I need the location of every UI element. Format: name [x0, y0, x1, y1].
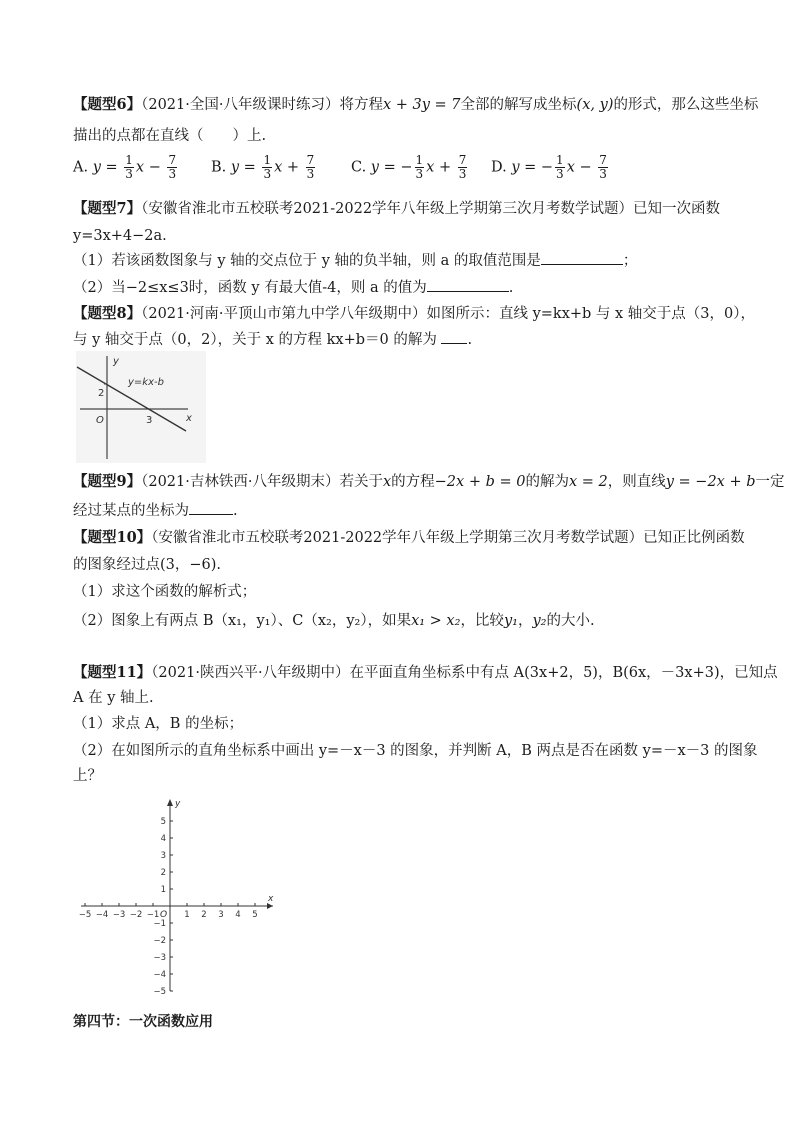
- answer-blank[interactable]: [441, 329, 467, 344]
- q6-option-d[interactable]: [491, 154, 610, 181]
- q9-text-d: ，则直线: [607, 474, 666, 490]
- q7-line1: [73, 198, 720, 220]
- option-frac-2: [458, 154, 468, 181]
- option-label: B.: [211, 159, 227, 176]
- q7-text: （安徽省淮北市五校联考2021-2022学年八年级上学期第三次月考数学试题）已知一次函数: [141, 201, 721, 217]
- q8-tag: 【题型8】: [73, 305, 142, 322]
- frac-num: 1: [415, 153, 424, 167]
- q9-eq1: −2x + b = 0: [434, 474, 526, 490]
- q8-line2: [73, 329, 472, 351]
- q7-sub2-text: （2）当−2≤x≤3时，函数 y 有最大值-4，则 a 的值为: [73, 280, 427, 296]
- q11-tag: 【题型11】: [73, 664, 152, 681]
- q10-tag: 【题型10】: [73, 529, 152, 546]
- y-tick-label: −1: [153, 919, 166, 929]
- q10-line1: [73, 527, 745, 549]
- frac-den: 3: [556, 167, 564, 181]
- option-prefix: y =: [511, 159, 541, 176]
- q10-sub2-y1: y₁: [503, 613, 518, 629]
- q11-coordinate-grid: [75, 795, 285, 995]
- frac-num: 7: [306, 153, 315, 167]
- frac-den: 3: [306, 167, 315, 181]
- x-tick-label: 5: [252, 910, 258, 920]
- q8-line1: [73, 303, 755, 325]
- q9-line2-end: .: [233, 503, 238, 519]
- option-prefix: y =: [92, 159, 123, 176]
- option-frac-2: [306, 154, 316, 181]
- q6-line1: [73, 94, 758, 116]
- y-tick-label: −5: [153, 987, 166, 995]
- y-tick-label: −2: [153, 936, 166, 946]
- frac-num: 7: [168, 153, 177, 167]
- option-frac-2: [598, 154, 608, 181]
- option-frac-1: [555, 154, 565, 181]
- q9-eq3: y = −2x + b: [665, 474, 756, 490]
- x-tick-label: 3: [218, 910, 224, 920]
- q11-sub2-line2: 上？: [73, 768, 102, 784]
- q10-sub2-cond: x₁ > x₂: [411, 613, 461, 629]
- q8-figure: [76, 351, 206, 463]
- q7-tag: 【题型7】: [73, 200, 142, 217]
- option-label: D.: [491, 159, 507, 176]
- frac-den: 3: [415, 167, 424, 181]
- q7-line2: y=3x+4−2a.: [73, 228, 167, 244]
- x-intercept-label: 3: [146, 415, 153, 426]
- x-axis-label: x: [186, 413, 192, 424]
- y-tick-label: 3: [160, 851, 166, 861]
- q6-option-b[interactable]: [211, 154, 317, 181]
- option-frac-2: [167, 154, 177, 181]
- q6-option-c[interactable]: [351, 154, 469, 181]
- option-sign: −: [540, 159, 554, 176]
- option-mid: x −: [566, 159, 597, 176]
- x-tick-label: 4: [235, 910, 241, 920]
- q6-text-c: 的形式，那么这些坐标: [613, 97, 759, 113]
- line-label: y=kx-b: [128, 377, 164, 388]
- frac-num: 7: [458, 153, 467, 167]
- q11-line2: A 在 y 轴上.: [73, 690, 154, 706]
- x-tick-label: −1: [146, 910, 160, 920]
- q9-text-b: 的方程: [391, 474, 435, 490]
- y-axis-arrow: [167, 799, 173, 806]
- q10-sub2-text-b: ，比较: [460, 613, 504, 629]
- q7-sub1: [73, 250, 637, 272]
- q9-var-x: x: [382, 474, 392, 490]
- option-sign: −: [400, 159, 413, 176]
- option-label: C.: [351, 159, 367, 176]
- answer-blank[interactable]: [427, 277, 509, 292]
- x-tick-label: −2: [129, 910, 143, 920]
- q6-text-a: （2021·全国·八年级课时练习）将方程: [141, 97, 383, 113]
- q10-sub1: （1）求这个函数的解析式；: [73, 584, 257, 600]
- y-intercept-label: 2: [98, 388, 105, 399]
- q10-sub2-text-c: 的大小.: [546, 613, 595, 629]
- x-axis-label: x: [268, 894, 274, 904]
- q10-line2: 的图象经过点(3，−6).: [73, 557, 222, 573]
- x-tick-label: −4: [95, 910, 109, 920]
- q11-text: （2021·陕西兴平·八年级期中）在平面直角坐标系中有点 A(3x+2，5)，B(6x，－3x+3)，已知点: [151, 665, 778, 681]
- q9-text-e: 一定: [755, 474, 785, 490]
- q7-sub1-end: ；: [622, 253, 638, 269]
- q6-text-b: 全部的解写成坐标: [460, 97, 577, 113]
- x-tick-label: −3: [112, 910, 126, 920]
- q6-options: [73, 154, 633, 188]
- section-title: 第四节：一次函数应用: [73, 1014, 213, 1030]
- q6-line2: 描出的点都在直线（ ）上.: [73, 128, 267, 144]
- origin-label: O: [96, 415, 104, 426]
- y-axis-label: y: [175, 799, 181, 809]
- answer-blank[interactable]: [541, 250, 623, 265]
- option-frac-1: [415, 154, 425, 181]
- option-prefix: y =: [230, 159, 261, 176]
- frac-num: 1: [125, 153, 133, 167]
- q7-sub2-end: .: [508, 280, 514, 296]
- y-tick-label: 4: [160, 834, 166, 844]
- x-tick-label: 2: [201, 910, 207, 920]
- option-frac-1: [124, 154, 134, 181]
- y-axis-label: y: [113, 356, 119, 367]
- q7-sub2: [73, 277, 513, 299]
- q9-text-c: 的解为: [525, 474, 569, 490]
- frac-den: 3: [458, 167, 467, 181]
- figure-background: [76, 351, 206, 463]
- q9-eq2: x = 2: [568, 474, 608, 490]
- frac-den: 3: [168, 167, 177, 181]
- q8-line2-end: .: [467, 332, 473, 348]
- q10-sub2-text-a: （2）图象上有两点 B（x₁，y₁）、C（x₂，y₂），如果: [73, 613, 412, 629]
- q6-option-a[interactable]: [73, 154, 179, 181]
- q9-line2: [73, 500, 238, 522]
- frac-den: 3: [125, 167, 133, 181]
- q10-sub2: [73, 610, 595, 632]
- y-tick-label: 1: [160, 885, 166, 895]
- q8-text: （2021·河南·平顶山市第九中学八年级期中）如图所示：直线 y=kx+b 与 x 轴交于点（3，0），: [141, 306, 756, 322]
- y-tick-label: −4: [153, 970, 166, 980]
- q11-sub1: （1）求点 A，B 的坐标；: [73, 716, 244, 732]
- q10-sub2-y2: y₂: [532, 613, 547, 629]
- q9-line2-text: 经过某点的坐标为: [73, 503, 189, 519]
- q11-line1: [73, 662, 778, 684]
- q11-sub2: （2）在如图所示的直角坐标系中画出 y=－x－3 的图象，并判断 A，B 两点是否在函数 y=－x－3 的图象: [73, 743, 758, 759]
- option-mid: x +: [426, 159, 456, 176]
- q6-equation: x + 3y = 7: [382, 97, 461, 113]
- q10-sub2-sep: ，: [517, 613, 533, 629]
- q8-line2-text: 与 y 轴交于点（0，2），关于 x 的方程 kx+b＝0 的解为: [73, 332, 437, 348]
- q9-tag: 【题型9】: [73, 473, 142, 490]
- y-tick-label: 2: [160, 868, 166, 878]
- q9-text-a: （2021·吉林铁西·八年级期末）若关于: [141, 474, 383, 490]
- origin-label: O: [160, 910, 168, 920]
- frac-num: 1: [263, 153, 272, 167]
- y-tick-label: −3: [153, 953, 166, 963]
- y-tick-label: 5: [160, 817, 166, 827]
- frac-den: 3: [599, 167, 607, 181]
- frac-num: 1: [556, 153, 564, 167]
- option-mid: x +: [274, 159, 304, 176]
- option-label: A.: [73, 159, 89, 176]
- x-tick-label: 1: [184, 910, 190, 920]
- q6-tag: 【题型6】: [73, 96, 142, 113]
- frac-den: 3: [263, 167, 272, 181]
- q6-coord: (x, y): [576, 97, 614, 113]
- frac-num: 7: [599, 153, 607, 167]
- x-tick-label: −5: [78, 910, 92, 920]
- option-frac-1: [262, 154, 272, 181]
- q10-text: （安徽省淮北市五校联考2021-2022学年八年级上学期第三次月考数学试题）已知正比例函数: [151, 530, 745, 546]
- answer-blank[interactable]: [189, 500, 233, 515]
- option-prefix: y =: [370, 159, 401, 176]
- option-mid: x −: [135, 159, 166, 176]
- q9-line1: [73, 471, 785, 493]
- q7-sub1-text: （1）若该函数图象与 y 轴的交点位于 y 轴的负半轴，则 a 的取值范围是: [73, 253, 541, 269]
